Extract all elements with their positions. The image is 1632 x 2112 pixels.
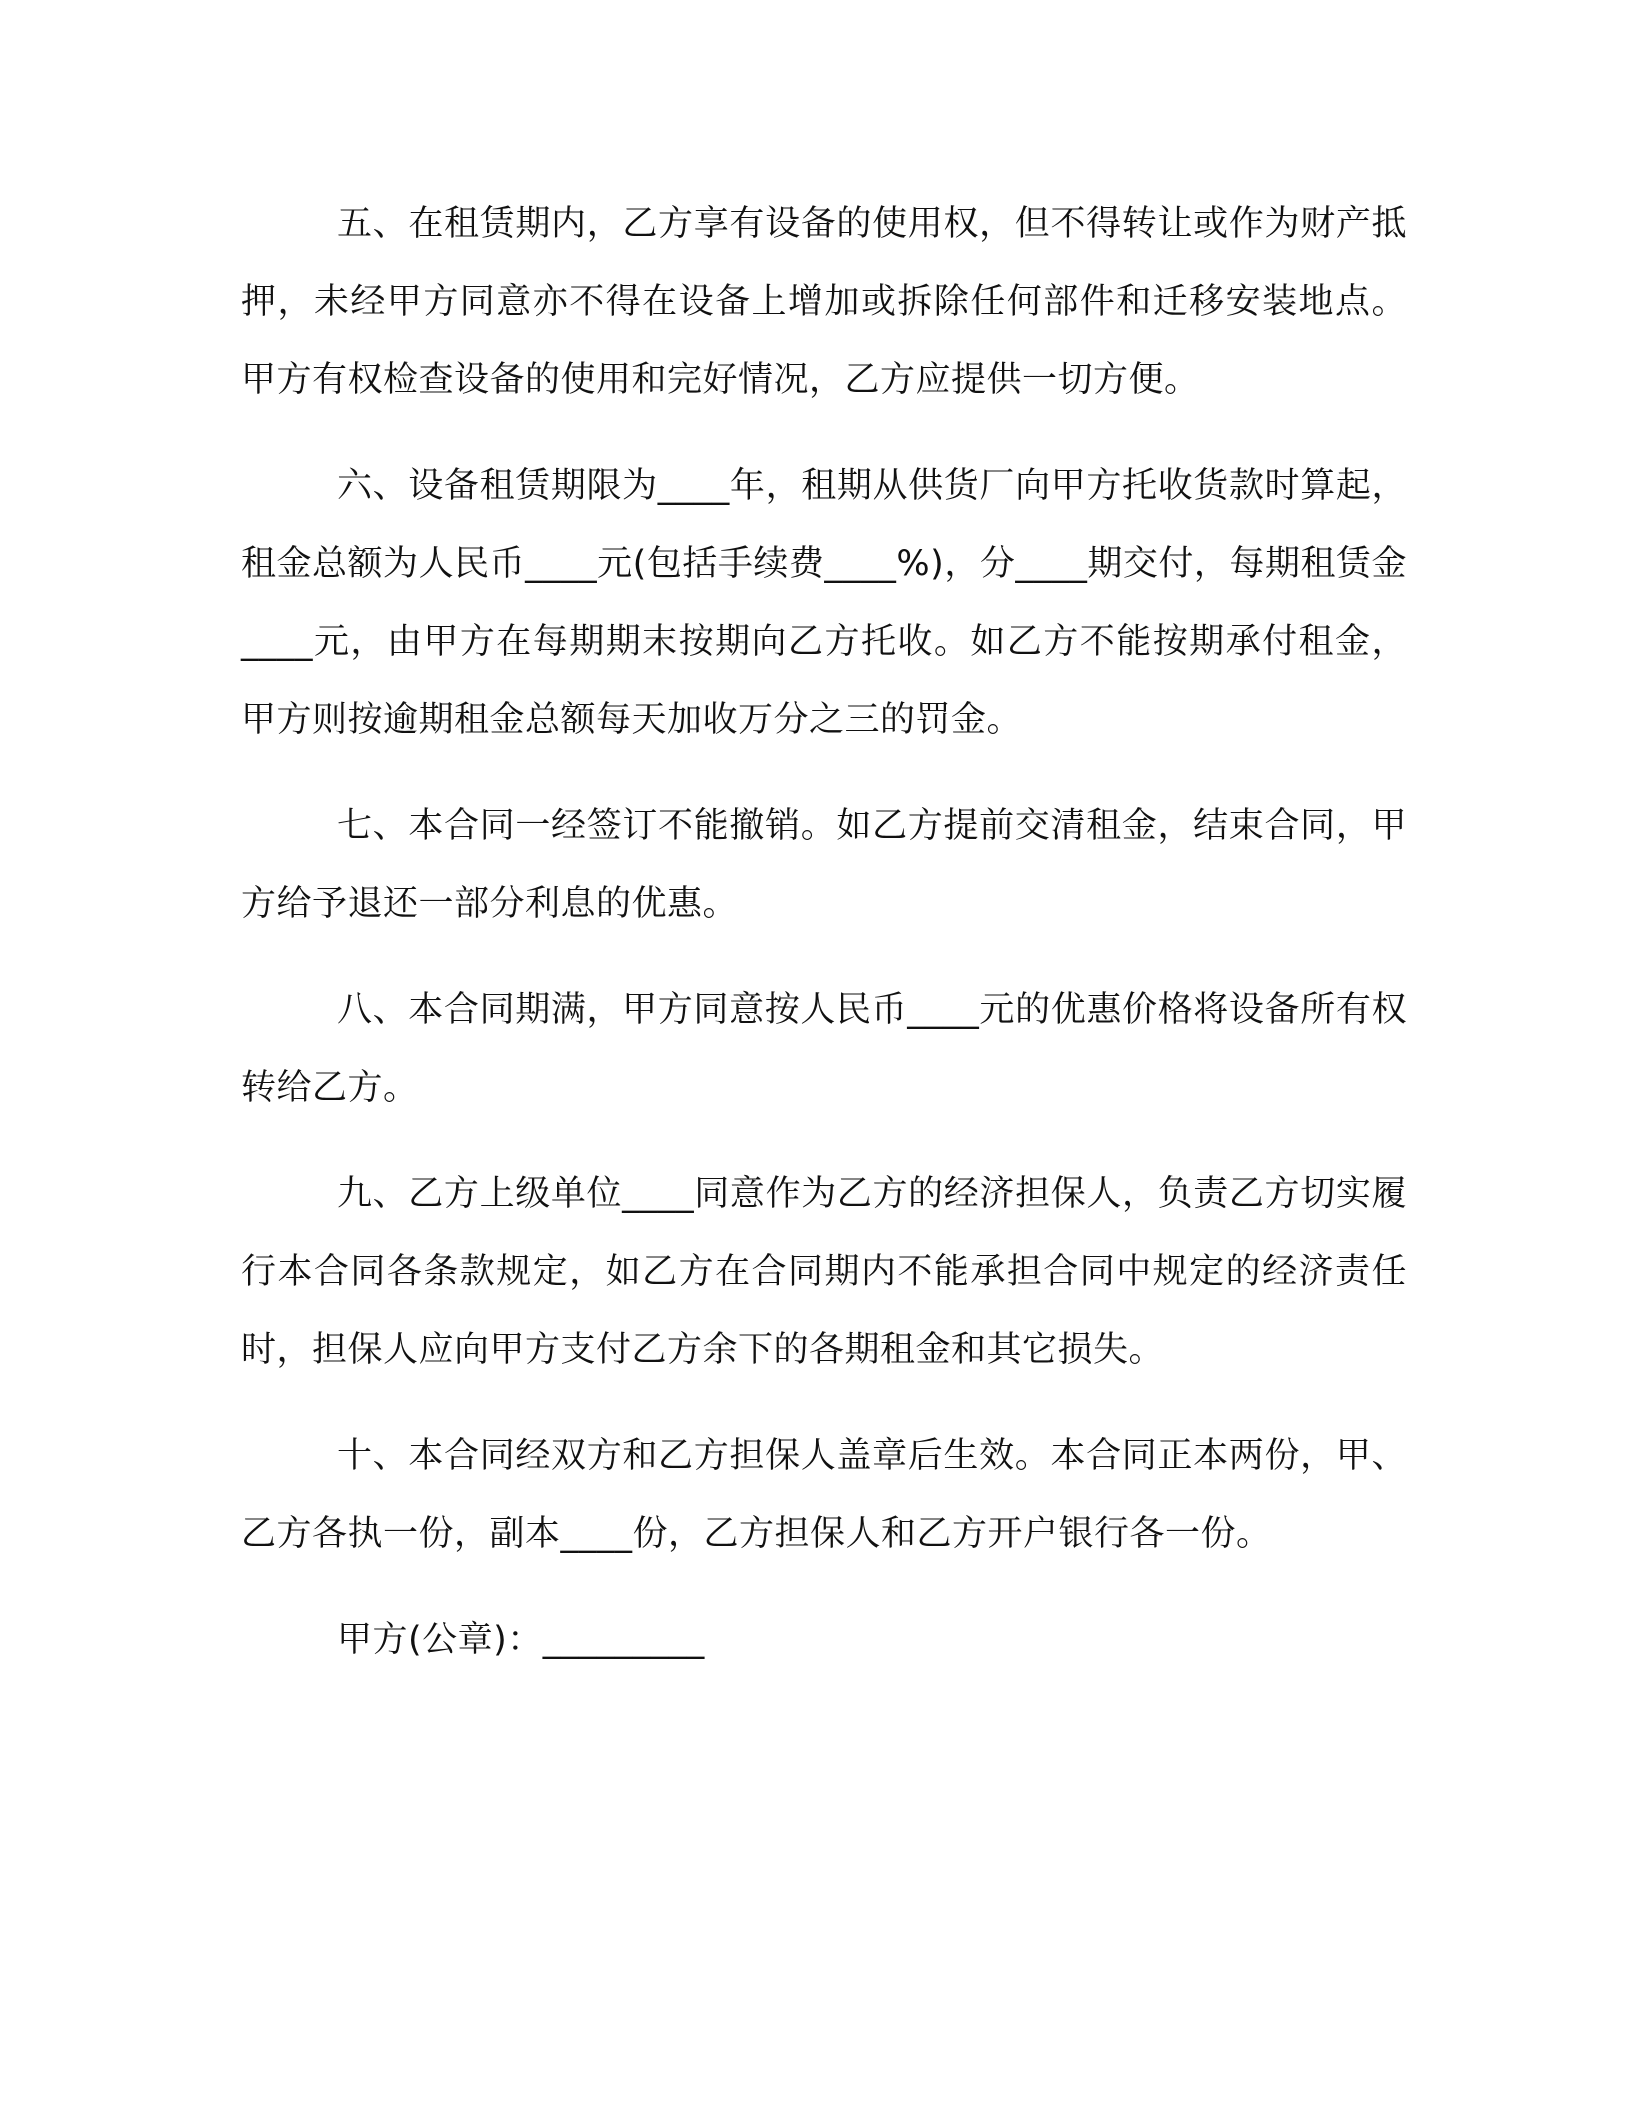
party-a-signature-line: 甲方(公章)：_________ [337, 1620, 705, 1660]
clause-5-paragraph: 五、在租赁期内，乙方享有设备的使用权，但不得转让或作为财产抵押，未经甲方同意亦不得在设备上增加或拆除任何部件和迁移安装地点。甲方有权检查设备的使用和完好情况，乙方应提供一切方便。 [241, 204, 1407, 400]
document-page [241, 185, 1407, 1707]
clause-8-paragraph: 八、本合同期满，甲方同意按人民币____元的优惠价格将设备所有权转给乙方。 [241, 990, 1407, 1108]
clause-10-paragraph: 十、本合同经双方和乙方担保人盖章后生效。本合同正本两份，甲、乙方各执一份，副本____份，乙方担保人和乙方开户银行各一份。 [241, 1436, 1407, 1554]
clause-7-paragraph: 七、本合同一经签订不能撤销。如乙方提前交清租金，结束合同，甲方给予退还一部分利息的优惠。 [241, 806, 1407, 924]
clause-9-paragraph: 九、乙方上级单位____同意作为乙方的经济担保人，负责乙方切实履行本合同各条款规定，如乙方在合同期内不能承担合同中规定的经济责任时，担保人应向甲方支付乙方余下的各期租金和其它损失。 [241, 1174, 1407, 1370]
clause-6-paragraph: 六、设备租赁期限为____年，租期从供货厂向甲方托收货款时算起，租金总额为人民币____元(包括手续费____%)，分____期交付，每期租赁金____元，由甲方在每期期末按期向乙方托收。如乙方不能按期承付租金，甲方则按逾期租金总额每天加收万分之三的罚金。 [241, 466, 1407, 740]
